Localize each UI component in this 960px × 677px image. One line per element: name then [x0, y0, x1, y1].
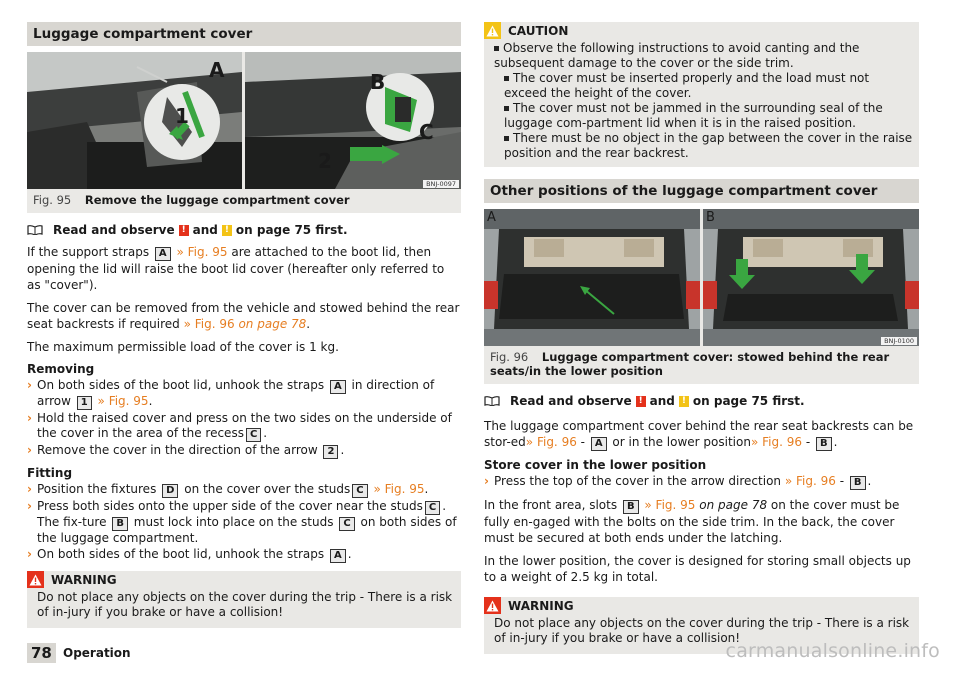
watermark: carmanualsonline.info	[725, 640, 940, 662]
caution-item	[494, 41, 915, 71]
step-text	[37, 378, 461, 410]
warning-text: Do not place any objects on the cover during the trip - There is a risk of in-jury if you brake or have a collision!	[37, 590, 453, 619]
warning-yellow-icon: !	[222, 225, 232, 236]
step-text	[37, 547, 352, 563]
key-badge: C	[352, 484, 367, 498]
caution-header	[484, 22, 919, 39]
chevron-right-icon: ›	[27, 411, 32, 425]
text: in direction of arrow	[37, 378, 435, 408]
text: .	[347, 547, 352, 561]
heading-store-lower: Store cover in the lower position	[484, 458, 707, 472]
right-column	[484, 22, 919, 654]
text: or in the lower position	[612, 435, 751, 449]
fig-link[interactable]: » Fig. 96	[525, 435, 577, 449]
fig-link[interactable]: » Fig. 95	[373, 482, 425, 496]
bullet-icon	[504, 106, 509, 111]
text: .	[340, 443, 345, 457]
key-badge: C	[246, 428, 261, 442]
page-footer	[0, 640, 960, 665]
figure-96-caption	[484, 346, 919, 384]
caution-item	[494, 71, 915, 101]
figure-code: BNJ-0100	[881, 337, 917, 345]
bullet-icon	[504, 76, 509, 81]
figure-96	[484, 209, 919, 384]
key-badge: B	[112, 517, 128, 531]
figure-96-images	[484, 209, 919, 346]
read-and: and	[192, 223, 218, 237]
book-icon	[484, 396, 500, 406]
figure-95	[27, 52, 461, 213]
trunk-photo-left	[484, 209, 700, 346]
removing-step-1	[27, 378, 461, 410]
warning-red-icon: !	[636, 396, 646, 407]
text: .	[306, 317, 311, 331]
fig-link[interactable]: » Fig. 95	[644, 498, 696, 512]
read-prefix: Read and observe	[53, 223, 175, 237]
text: If the support straps	[27, 245, 150, 259]
text: There must be no object in the gap between the cover in the raise position and the rear backrest.	[504, 131, 913, 160]
chevron-right-icon: ›	[27, 547, 32, 561]
text: on both sides of the luggage compartment.	[37, 515, 457, 545]
caution-item	[494, 101, 915, 131]
caution-triangle-icon	[484, 22, 501, 39]
text: -	[805, 435, 811, 449]
bullet-icon	[494, 46, 499, 51]
page-link[interactable]: on page 78	[238, 317, 307, 331]
fitting-step-1	[27, 482, 461, 498]
text: on the cover over the studs	[184, 482, 351, 496]
text: . The fix-ture	[37, 499, 447, 529]
warning-triangle-icon	[27, 571, 44, 588]
figure-title: Remove the luggage compartment cover	[84, 193, 350, 207]
key-badge: B	[816, 437, 832, 451]
text: on the cover must be fully en-gaged with the bolts on the side trim. In the back, the cover must be secured at both ends under the latching.	[484, 498, 900, 545]
text: .	[148, 394, 153, 408]
figure-95-photo-left	[27, 52, 242, 189]
paragraph-support-straps	[27, 244, 461, 293]
text: Remove the cover in the direction of the arrow	[37, 443, 318, 457]
fig-link[interactable]: » Fig. 95	[97, 394, 149, 408]
text: Press the top of the cover in the arrow direction	[494, 474, 782, 488]
text: The cover must be inserted properly and the load must not exceed the height of the cover.	[504, 71, 870, 100]
label-A: A	[209, 58, 225, 82]
text: -	[580, 435, 586, 449]
text: must lock into place on the studs	[133, 515, 334, 529]
warning-header	[27, 571, 461, 588]
text: The cover can be removed from the vehicle and stowed behind the rear seat backrests if required	[27, 301, 460, 331]
removing-step-2	[27, 411, 461, 442]
caution-item	[494, 131, 915, 161]
label-B: B	[706, 210, 715, 225]
caution-body	[484, 39, 919, 167]
figure-96-photo-right	[703, 209, 919, 346]
paragraph-stow-positions	[484, 418, 919, 451]
label-2: 2	[318, 149, 332, 173]
read-observe-line	[27, 223, 461, 237]
key-badge: A	[330, 549, 346, 563]
label-B: B	[370, 70, 386, 94]
warning-title: WARNING	[51, 572, 117, 587]
section-title: Luggage compartment cover	[27, 22, 461, 46]
paragraph-front-slots	[484, 497, 919, 546]
label-A: A	[487, 210, 496, 225]
fig-link[interactable]: » Fig. 95	[176, 245, 228, 259]
text: The luggage compartment cover behind the rear seat backrests can be stor-ed	[484, 419, 914, 449]
warning-title: WARNING	[508, 598, 574, 613]
figure-95-images	[27, 52, 461, 189]
figure-number: Fig. 95	[33, 193, 72, 207]
label-1: 1	[175, 104, 189, 128]
warning-text: Do not place any objects on the cover during the trip - There is a risk of in-jury if you brake or have a collision!	[494, 616, 910, 645]
key-badge: D	[162, 484, 178, 498]
page-link[interactable]: on page 78	[699, 498, 768, 512]
read-suffix: on page 75 first.	[692, 394, 805, 408]
step-text	[37, 443, 344, 459]
text: Position the fixtures	[37, 482, 157, 496]
read-prefix: Read and observe	[510, 394, 632, 408]
page-number: 78	[27, 643, 56, 663]
chevron-right-icon: ›	[27, 443, 32, 457]
removing-step-3	[27, 443, 461, 459]
read-observe-line	[484, 394, 919, 408]
key-badge: A	[330, 380, 346, 394]
heading-fitting: Fitting	[27, 466, 73, 480]
warning-yellow-icon: !	[679, 396, 689, 407]
text: .	[867, 474, 872, 488]
text: .	[833, 435, 838, 449]
book-icon	[27, 225, 43, 235]
text: .	[263, 426, 268, 440]
key-badge: C	[339, 517, 354, 531]
heading-removing: Removing	[27, 362, 95, 376]
figure-95-caption	[27, 189, 461, 213]
fig-link[interactable]: » Fig. 96	[784, 474, 836, 488]
caution-box	[484, 22, 919, 167]
text: Press both sides onto the upper side of the cover near the studs	[37, 499, 423, 513]
read-suffix: on page 75 first.	[235, 223, 348, 237]
text: In the front area, slots	[484, 498, 618, 512]
paragraph-max-load: The maximum permissible load of the cover is 1 kg.	[27, 340, 339, 354]
key-badge: B	[850, 476, 866, 490]
text: -	[839, 474, 845, 488]
text: Hold the raised cover and press on the two sides on the underside of the cover in the area of the recess	[37, 411, 452, 440]
paragraph-lower-load: In the lower position, the cover is designed for storing small objects up to a weight of 2.5 kg in total.	[484, 554, 911, 584]
key-badge: A	[591, 437, 607, 451]
chevron-right-icon: ›	[27, 378, 32, 392]
chevron-right-icon: ›	[27, 499, 32, 513]
fig-link[interactable]: » Fig. 96	[750, 435, 802, 449]
fitting-step-3	[27, 547, 461, 563]
paragraph-stow	[27, 300, 461, 332]
chevron-right-icon: ›	[484, 474, 489, 488]
text: Observe the following instructions to avoid canting and the subsequent damage to the cover or the side trim.	[494, 41, 860, 70]
figure-number: Fig. 96	[490, 350, 529, 364]
fitting-step-2	[27, 499, 461, 546]
key-badge: 2	[323, 445, 338, 459]
footer-section: Operation	[63, 646, 131, 660]
key-badge: 1	[77, 396, 92, 410]
store-step-1	[484, 474, 919, 490]
section-title: Other positions of the luggage compartment cover	[484, 179, 919, 203]
warning-box	[27, 571, 461, 628]
figure-95-photo-right	[245, 52, 461, 189]
text: On both sides of the boot lid, unhook the straps	[37, 378, 325, 392]
label-C: C	[419, 120, 434, 144]
warning-header	[484, 597, 919, 614]
text: are attached to the boot lid, then opening the lid will raise the boot lid cover (hereafter only referred to as "cover").	[27, 245, 445, 292]
caution-title: CAUTION	[508, 23, 569, 38]
chevron-right-icon: ›	[27, 482, 32, 496]
figure-title: Luggage compartment cover: stowed behind the rear seats/in the lower position	[490, 350, 890, 378]
key-badge: C	[425, 501, 440, 515]
text: On both sides of the boot lid, unhook the straps	[37, 547, 325, 561]
text: The cover must not be jammed in the surrounding seal of the luggage com-partment lid when it is in the raised position.	[504, 101, 883, 130]
step-text	[37, 482, 428, 498]
figure-code: BNJ-0097	[423, 180, 459, 188]
key-badge: B	[623, 500, 639, 514]
left-column	[27, 22, 461, 628]
read-and: and	[649, 394, 675, 408]
fig-link[interactable]: » Fig. 96	[183, 317, 235, 331]
bullet-icon	[504, 136, 509, 141]
warning-triangle-icon	[484, 597, 501, 614]
text: .	[424, 482, 429, 496]
key-badge: A	[155, 247, 171, 261]
step-text	[37, 499, 461, 546]
trunk-photo-right	[703, 209, 919, 346]
figure-96-photo-left	[484, 209, 700, 346]
warning-red-icon: !	[179, 225, 189, 236]
step-text	[494, 474, 871, 490]
step-text	[37, 411, 461, 442]
